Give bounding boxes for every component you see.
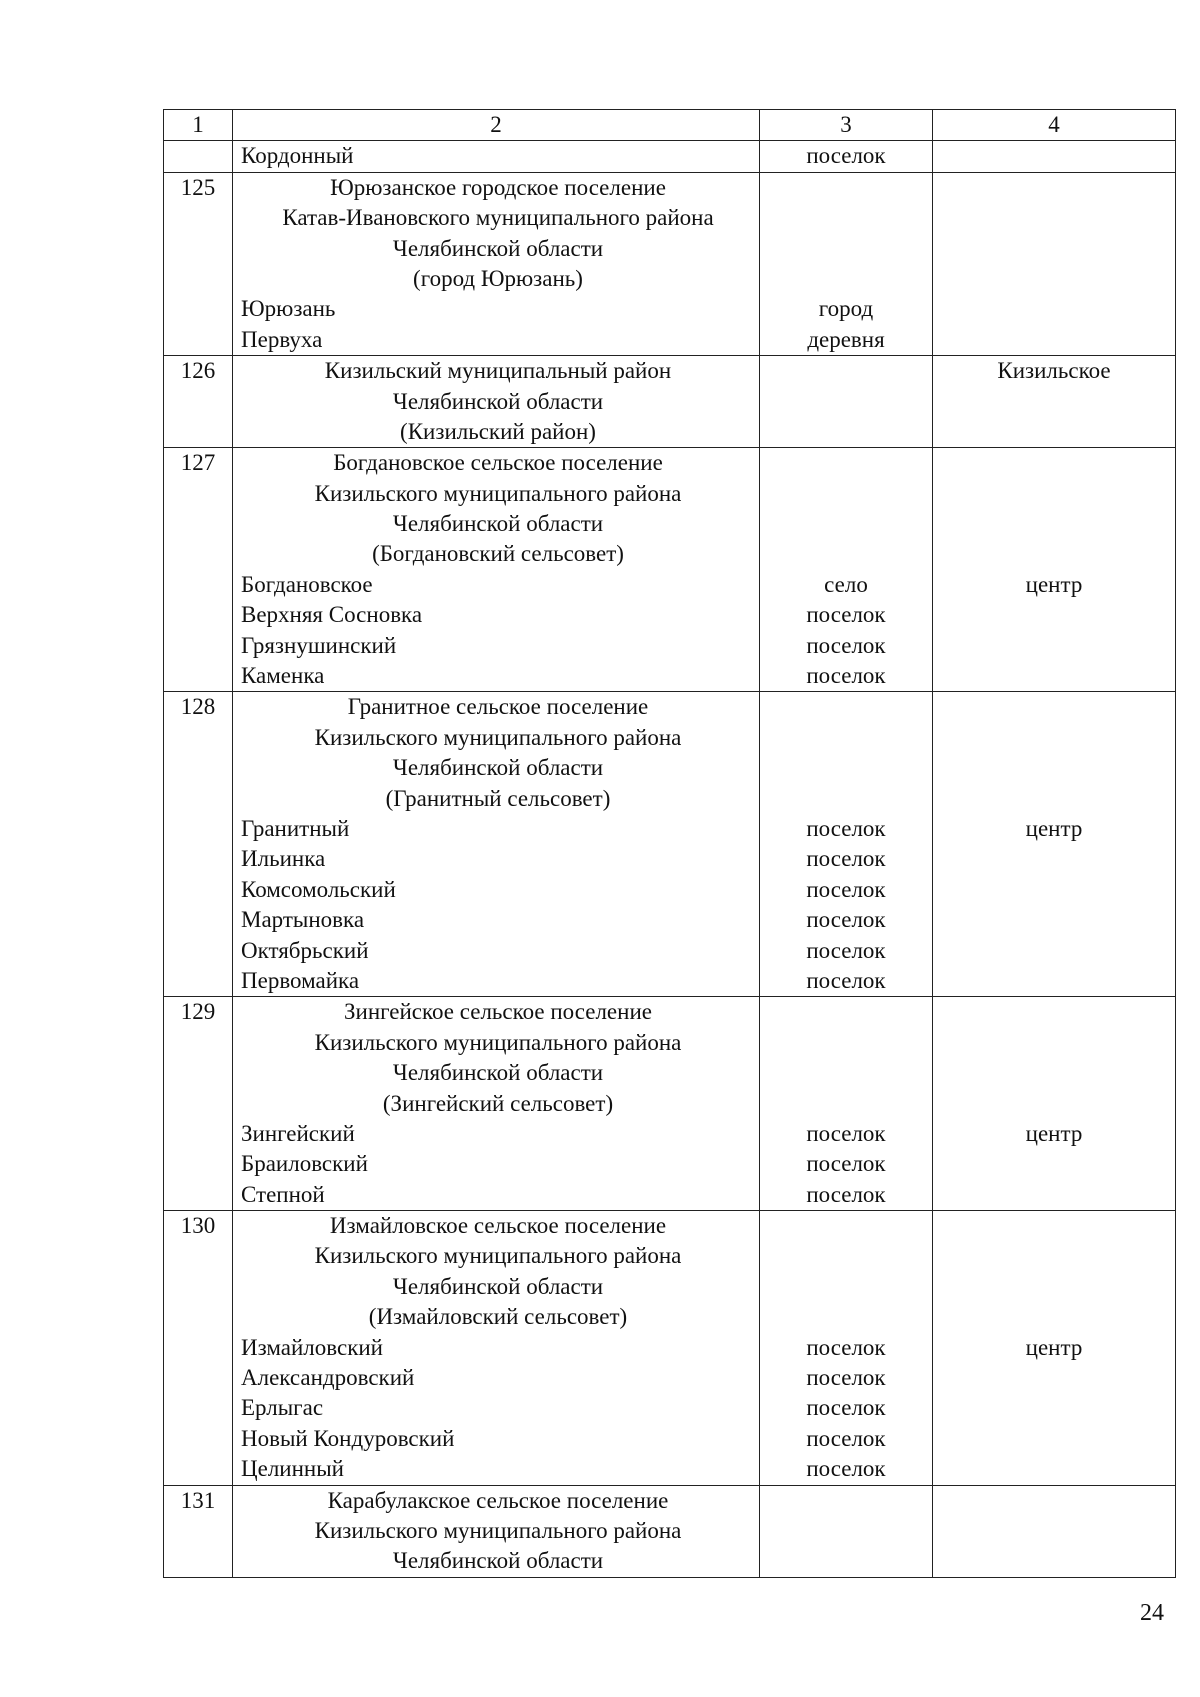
settlement-type: поселок — [806, 1456, 886, 1482]
blank-line — [760, 264, 932, 294]
row-number-cell — [164, 172, 233, 355]
row-number-cell — [164, 997, 233, 1211]
municipality-title-line: Кизильского муниципального района — [314, 1517, 682, 1543]
blank-line — [933, 509, 1175, 539]
settlement-cell — [233, 141, 760, 172]
blank-line — [760, 203, 932, 233]
settlement-type: поселок — [806, 1395, 886, 1421]
blank-line — [933, 997, 1175, 1027]
settlement-type: поселок — [806, 1181, 886, 1207]
blank-line — [760, 1089, 932, 1119]
blank-line — [933, 1516, 1175, 1546]
municipality-title-line: Юрюзанское городское поселение — [330, 174, 666, 200]
municipality-title-line: Челябинской области — [392, 1060, 604, 1086]
settlement-type: поселок — [806, 937, 886, 963]
settlement-note — [933, 141, 1175, 171]
note-cell — [933, 356, 1176, 448]
blank-line — [760, 539, 932, 569]
settlement-note — [933, 1149, 1175, 1179]
settlement-note — [933, 905, 1175, 935]
settlement-cell — [233, 448, 760, 692]
settlement-note — [933, 1180, 1175, 1210]
municipality-title-line: Богдановское сельское поселение — [333, 450, 663, 476]
header-cell-2: 2 — [233, 110, 760, 141]
row-number-cell — [164, 141, 233, 172]
settlement-cell — [233, 1211, 760, 1486]
settlement-note — [933, 325, 1175, 355]
settlement-name: Степной — [241, 1181, 325, 1207]
row-number: 131 — [180, 1487, 216, 1513]
blank-line — [933, 1241, 1175, 1271]
settlement-name: Целинный — [241, 1456, 344, 1482]
blank-line — [933, 692, 1175, 722]
settlement-name: Комсомольский — [241, 876, 396, 902]
blank-line — [760, 692, 932, 722]
settlement-type: поселок — [806, 876, 886, 902]
settlement-note — [933, 631, 1175, 661]
municipality-title-line: Кизильский муниципальный район — [324, 358, 672, 384]
blank-line — [760, 173, 932, 203]
settlement-note — [933, 1363, 1175, 1393]
blank-line — [760, 723, 932, 753]
settlement-note — [933, 661, 1175, 691]
municipality-title-line: (Богдановский сельсовет) — [372, 541, 624, 567]
row-number: 128 — [180, 694, 216, 720]
settlement-name: Гранитный — [241, 816, 350, 841]
type-cell — [760, 1485, 933, 1577]
municipality-title-line: Кизильского муниципального района — [314, 724, 682, 750]
blank-line — [760, 1486, 932, 1516]
settlement-type: город — [818, 296, 874, 322]
settlement-name: Верхняя Сосновка — [241, 602, 423, 628]
blank-line — [933, 1058, 1175, 1088]
note-cell — [933, 997, 1176, 1211]
settlement-name: Юрюзань — [241, 296, 336, 322]
municipality-title-line: Челябинской области — [392, 235, 604, 261]
row-number-cell — [164, 1211, 233, 1486]
row-number: 126 — [180, 358, 216, 384]
header-row — [164, 110, 1176, 141]
blank-line — [933, 1028, 1175, 1058]
settlement-name: Александровский — [241, 1365, 415, 1391]
blank-line — [933, 1546, 1175, 1576]
settlement-name: Кордонный — [241, 143, 354, 169]
settlement-name: Браиловский — [241, 1151, 368, 1177]
settlement-note — [933, 966, 1175, 996]
table-row — [164, 692, 1176, 997]
note-cell — [933, 1211, 1176, 1486]
settlement-type: поселок — [806, 602, 886, 628]
municipality-title-line: Гранитное сельское поселение — [347, 694, 649, 720]
type-cell — [760, 692, 933, 997]
row-number: 130 — [180, 1213, 216, 1239]
blank-line — [760, 753, 932, 783]
municipality-title-line: Измайловское сельское поселение — [329, 1213, 667, 1239]
row-number-cell — [164, 692, 233, 997]
blank-line — [933, 417, 1175, 447]
blank-line — [760, 1272, 932, 1302]
blank-line — [760, 356, 932, 386]
row-number: 129 — [180, 999, 216, 1025]
row-number-cell — [164, 356, 233, 448]
settlement-note: центр — [1025, 571, 1083, 597]
settlement-note — [933, 875, 1175, 905]
header-cell-4: 4 — [933, 110, 1176, 141]
row-number — [164, 141, 232, 171]
settlement-name: Мартыновка — [241, 907, 365, 933]
settlement-type: село — [824, 571, 868, 597]
settlement-note — [933, 936, 1175, 966]
municipality-title-line: (город Юрюзань) — [413, 265, 583, 291]
blank-line — [933, 387, 1175, 417]
blank-line — [933, 173, 1175, 203]
table-row — [164, 448, 1176, 692]
row-number: 127 — [180, 450, 216, 476]
blank-line — [760, 1546, 932, 1576]
settlement-note — [933, 1454, 1175, 1484]
settlement-note — [933, 1424, 1175, 1454]
type-cell — [760, 448, 933, 692]
table-body — [164, 110, 1176, 1578]
type-cell — [760, 141, 933, 172]
blank-line — [760, 448, 932, 478]
blank-line — [933, 1486, 1175, 1516]
blank-line — [933, 723, 1175, 753]
blank-line — [760, 1058, 932, 1088]
blank-line — [933, 1272, 1175, 1302]
row-number-cell — [164, 1485, 233, 1577]
blank-line — [760, 509, 932, 539]
type-cell — [760, 997, 933, 1211]
settlement-name: Каменка — [241, 663, 325, 689]
blank-line — [933, 753, 1175, 783]
table-row — [164, 1485, 1176, 1577]
settlement-type: поселок — [806, 1151, 886, 1177]
settlement-note: центр — [1025, 1334, 1083, 1360]
municipality-title-line: (Измайловский сельсовет) — [368, 1304, 628, 1330]
blank-line — [760, 387, 932, 417]
municipality-title-line: Кизильского муниципального района — [314, 480, 682, 506]
settlement-cell — [233, 172, 760, 355]
note-cell — [933, 172, 1176, 355]
table-row — [164, 997, 1176, 1211]
settlement-cell — [233, 692, 760, 997]
type-cell — [760, 172, 933, 355]
settlement-name: Октябрьский — [241, 937, 369, 963]
settlement-type: поселок — [806, 1120, 886, 1146]
blank-line — [760, 784, 932, 814]
settlement-name: Ерлыгас — [241, 1395, 324, 1421]
settlement-type: поселок — [806, 846, 886, 872]
settlement-type: деревня — [807, 326, 885, 352]
settlement-note: центр — [1025, 816, 1083, 841]
blank-line — [760, 417, 932, 447]
blank-line — [760, 1302, 932, 1332]
settlement-name: Первуха — [241, 326, 323, 352]
settlement-name: Богдановское — [241, 571, 373, 597]
settlement-type: поселок — [806, 967, 886, 993]
settlement-cell — [233, 997, 760, 1211]
blank-line — [933, 234, 1175, 264]
header-cell-3: 3 — [760, 110, 933, 141]
settlement-type: поселок — [806, 632, 886, 658]
municipality-title-line: (Зингейский сельсовет) — [382, 1090, 614, 1116]
municipality-title-line: Зингейское сельское поселение — [344, 999, 652, 1025]
table-row — [164, 1211, 1176, 1486]
blank-line — [933, 264, 1175, 294]
blank-line — [933, 203, 1175, 233]
blank-line — [760, 1028, 932, 1058]
municipality-title-line: Кизильского муниципального района — [314, 1243, 682, 1269]
table-row — [164, 172, 1176, 355]
settlement-type: поселок — [806, 143, 886, 169]
page-number: 24 — [1140, 1600, 1164, 1626]
settlement-name: Новый Кондуровский — [241, 1425, 455, 1451]
municipality-note: Кизильское — [997, 358, 1111, 384]
settlement-type: поселок — [806, 1334, 886, 1360]
blank-line — [760, 1211, 932, 1241]
settlement-name: Ильинка — [241, 846, 326, 872]
settlement-type: поселок — [806, 1365, 886, 1391]
blank-line — [933, 448, 1175, 478]
table-row — [164, 356, 1176, 448]
note-cell — [933, 141, 1176, 172]
municipality-title-line: Челябинской области — [392, 1548, 604, 1574]
type-cell — [760, 356, 933, 448]
settlement-type: поселок — [806, 907, 886, 933]
settlement-type: поселок — [806, 816, 886, 841]
settlement-cell — [233, 1485, 760, 1577]
municipality-title-line: (Гранитный сельсовет) — [385, 785, 611, 811]
blank-line — [933, 1211, 1175, 1241]
municipality-title-line: Карабулакское сельское поселение — [327, 1487, 669, 1513]
settlement-name: Зингейский — [241, 1120, 355, 1146]
settlement-note — [933, 294, 1175, 324]
settlement-name: Измайловский — [241, 1334, 383, 1360]
settlement-note — [933, 1393, 1175, 1423]
note-cell — [933, 448, 1176, 692]
blank-line — [933, 784, 1175, 814]
blank-line — [760, 1516, 932, 1546]
header-cell-1: 1 — [164, 110, 233, 141]
blank-line — [933, 479, 1175, 509]
settlement-name: Первомайка — [241, 967, 360, 993]
note-cell — [933, 692, 1176, 997]
settlement-note — [933, 844, 1175, 874]
municipality-title-line: (Кизильский район) — [400, 418, 596, 444]
blank-line — [760, 1241, 932, 1271]
settlement-name: Грязнушинский — [241, 632, 397, 658]
row-number-cell — [164, 448, 233, 692]
settlement-cell — [233, 356, 760, 448]
municipality-title-line: Челябинской области — [392, 755, 604, 781]
blank-line — [933, 1302, 1175, 1332]
municipality-title-line: Челябинской области — [392, 511, 604, 537]
municipality-title-line: Челябинской области — [392, 388, 604, 414]
municipality-title-line: Катав-Ивановского муниципального района — [282, 205, 714, 231]
blank-line — [760, 234, 932, 264]
settlement-note: центр — [1025, 1120, 1083, 1146]
blank-line — [933, 539, 1175, 569]
note-cell — [933, 1485, 1176, 1577]
blank-line — [760, 997, 932, 1027]
table-row — [164, 141, 1176, 172]
settlement-type: поселок — [806, 663, 886, 689]
blank-line — [933, 1089, 1175, 1119]
settlements-table — [163, 109, 1176, 1578]
municipality-title-line: Челябинской области — [392, 1273, 604, 1299]
type-cell — [760, 1211, 933, 1486]
row-number: 125 — [180, 174, 216, 200]
municipality-title-line: Кизильского муниципального района — [314, 1029, 682, 1055]
blank-line — [760, 479, 932, 509]
settlement-note — [933, 600, 1175, 630]
settlement-type: поселок — [806, 1425, 886, 1451]
